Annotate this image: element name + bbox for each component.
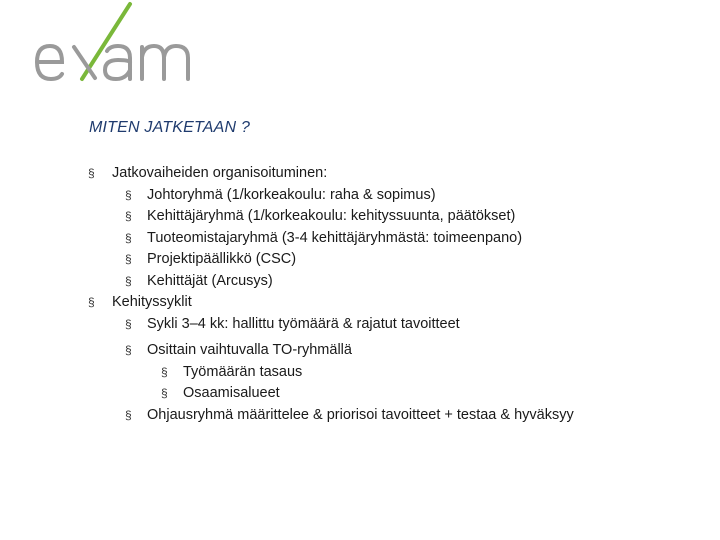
exam-logo [32,0,202,90]
bullet-list [88,163,574,426]
bullet-item: § Jatkovaiheiden organisoituminen: [88,163,574,185]
slide-title: MITEN JATKETAAN ? [89,119,251,136]
bullet-item: § Kehittäjät (Arcusys) [88,271,574,293]
bullet-item: § Osittain vaihtuvalla TO-ryhmällä [88,340,574,362]
bullet-item: § Projektipäällikkö (CSC) [88,249,574,271]
bullet-item: § Sykli 3–4 kk: hallittu työmäärä & rajatut tavoitteet [88,314,574,336]
bullet-item: § Tuoteomistajaryhmä (3-4 kehittäjäryhmästä: toimeenpano) [88,228,574,250]
bullet-item: § Osaamisalueet [88,383,574,405]
bullet-item: § Ohjausryhmä määrittelee & priorisoi tavoitteet + testaa & hyväksyy [88,405,574,427]
bullet-item: § Johtoryhmä (1/korkeakoulu: raha & sopimus) [88,185,574,207]
bullet-item: § Kehityssyklit [88,292,574,314]
bullet-item: § Työmäärän tasaus [88,362,574,384]
bullet-item: § Kehittäjäryhmä (1/korkeakoulu: kehityssuunta, päätökset) [88,206,574,228]
